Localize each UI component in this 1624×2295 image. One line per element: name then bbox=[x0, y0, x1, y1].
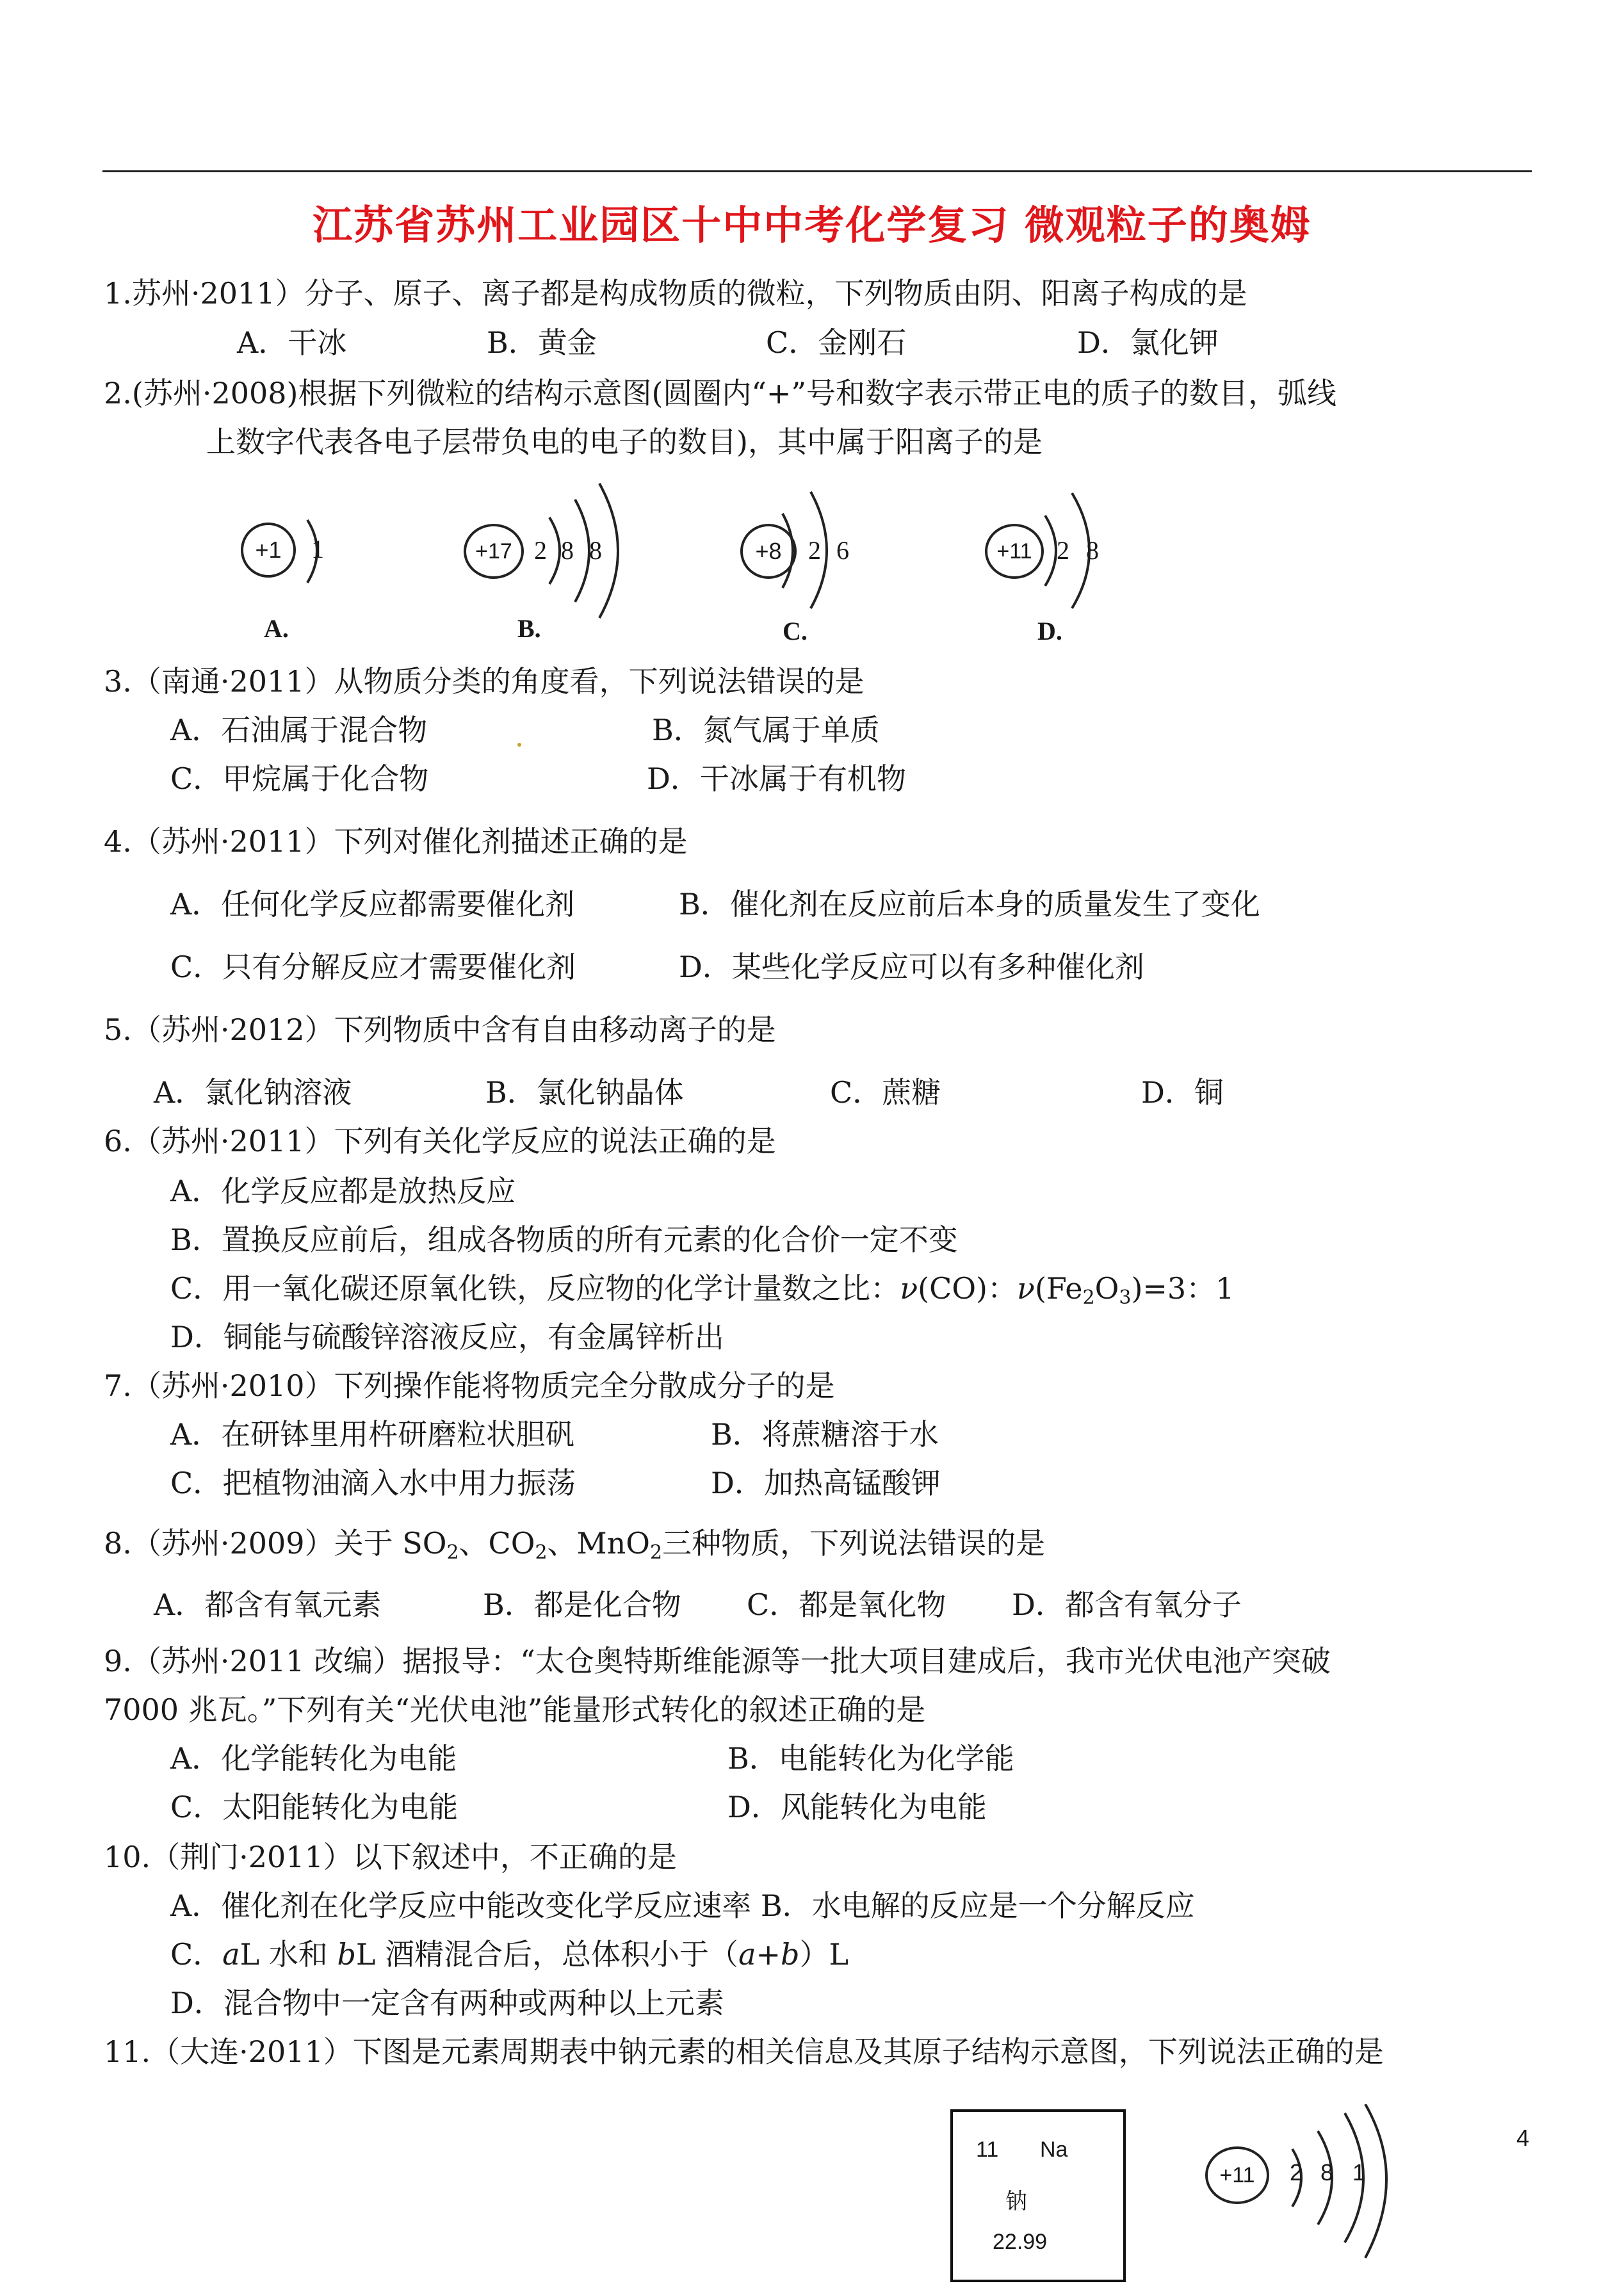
element-atomic-mass: 22.99 bbox=[993, 2230, 1048, 2254]
question-8-option-d: D．都含有氧分子 bbox=[1012, 1587, 1242, 1622]
header-rule bbox=[102, 170, 1532, 172]
atom-c-nucleus: +8 bbox=[740, 524, 797, 579]
atom-b-nucleus: +17 bbox=[464, 524, 524, 579]
question-6-option-d: D．铜能与硫酸锌溶液反应，有金属锌析出 bbox=[170, 1320, 724, 1354]
question-8-option-a: A．都含有氧元素 bbox=[154, 1587, 382, 1622]
question-4-option-c: C．只有分解反应才需要催化剂 bbox=[170, 950, 576, 984]
question-5-option-a: A．氯化钠溶液 bbox=[154, 1075, 352, 1110]
atom-c-label: C. bbox=[783, 617, 808, 645]
atom-d-label: D. bbox=[1037, 617, 1062, 645]
q6c-nu-1: ν bbox=[900, 1271, 918, 1306]
atom-a-shell-1: 1 bbox=[311, 535, 324, 564]
sodium-shell-3: 1 bbox=[1352, 2159, 1366, 2186]
q10c-pre: C． bbox=[170, 1937, 223, 1972]
question-6-option-c bbox=[170, 1269, 1234, 1317]
page-number: 4 bbox=[1516, 2125, 1530, 2151]
question-7-option-b: B．将蔗糖溶于水 bbox=[711, 1417, 939, 1452]
element-atomic-number: 11 bbox=[976, 2137, 999, 2162]
question-8-option-c: C．都是氧化物 bbox=[747, 1587, 946, 1622]
question-7-option-d: D．加热高锰酸钾 bbox=[711, 1466, 941, 1500]
question-7-stem: 7.（苏州·2010）下列操作能将物质完全分散成分子的是 bbox=[104, 1368, 835, 1403]
atom-a-nucleus: +1 bbox=[241, 523, 296, 578]
q6c-sub-2: 2 bbox=[1082, 1286, 1095, 1309]
sodium-shell-2: 8 bbox=[1320, 2159, 1334, 2186]
q10c-t4: ）L bbox=[799, 1937, 849, 1972]
question-6-option-a: A．化学反应都是放热反应 bbox=[170, 1174, 516, 1208]
question-3-stem: 3.（南通·2011）从物质分类的角度看，下列说法错误的是 bbox=[104, 664, 865, 699]
q6c-nu-2: ν bbox=[1016, 1271, 1035, 1306]
q10c-t2: L 酒精混合后，总体积小于（ bbox=[355, 1937, 739, 1972]
q10c-b: b bbox=[337, 1937, 356, 1972]
question-6-option-b: B．置换反应前后，组成各物质的所有元素的化合价一定不变 bbox=[170, 1222, 958, 1257]
question-9-option-a: A．化学能转化为电能 bbox=[170, 1741, 457, 1776]
q6c-ratio: )=3：1 bbox=[1131, 1271, 1235, 1306]
q10c-b2: b bbox=[781, 1937, 800, 1972]
q6c-sub-3: 3 bbox=[1119, 1286, 1132, 1309]
q8-mno: 、MnO bbox=[547, 1526, 650, 1561]
q10c-plus: + bbox=[756, 1937, 781, 1972]
question-2-stem-line1: 2.(苏州·2008)根据下列微粒的结构示意图(圆圈内“+”号和数字表示带正电的质子的数目，弧线 bbox=[104, 376, 1336, 410]
atom-b-shell-3: 8 bbox=[589, 536, 602, 565]
question-4-stem: 4.（苏州·2011）下列对催化剂描述正确的是 bbox=[104, 824, 688, 859]
question-3-option-a: A．石油属于混合物 bbox=[170, 713, 428, 747]
sodium-shell-1: 2 bbox=[1290, 2159, 1303, 2186]
question-9-stem-line1: 9.（苏州·2011 改编）据报导：“太仓奥特斯维能源等一批大项目建成后，我市光伏电池产突破 bbox=[104, 1644, 1331, 1678]
question-4-option-a: A．任何化学反应都需要催化剂 bbox=[170, 887, 575, 921]
question-2-stem-line2: 上数字代表各电子层带负电的电子的数目)，其中属于阳离子的是 bbox=[206, 425, 1043, 459]
q8-sub-1: 2 bbox=[446, 1541, 459, 1564]
question-1-option-a: A．干冰 bbox=[237, 325, 347, 360]
stray-dot bbox=[517, 743, 521, 747]
question-3-option-c: C．甲烷属于化合物 bbox=[170, 761, 429, 796]
question-10-option-d: D．混合物中一定含有两种或两种以上元素 bbox=[170, 1986, 724, 2020]
periodic-table-cell-sodium bbox=[950, 2109, 1126, 2282]
question-7-option-a: A．在研钵里用杵研磨粒状胆矾 bbox=[170, 1417, 575, 1452]
question-9-option-c: C．太阳能转化为电能 bbox=[170, 1790, 459, 1824]
question-9-stem-line2: 7000 兆瓦。”下列有关“光伏电池”能量形式转化的叙述正确的是 bbox=[104, 1692, 926, 1727]
question-7-option-c: C．把植物油滴入水中用力振荡 bbox=[170, 1466, 576, 1500]
question-10-stem: 10.（荆门·2011）以下叙述中，不正确的是 bbox=[104, 1840, 677, 1874]
question-8-stem bbox=[104, 1524, 1045, 1572]
atom-b-shell-1: 2 bbox=[534, 536, 547, 565]
q6c-o: O bbox=[1094, 1271, 1119, 1306]
atom-c-shell-1: 2 bbox=[808, 536, 821, 565]
question-3-option-d: D．干冰属于有机物 bbox=[647, 761, 906, 796]
question-5-option-b: B．氯化钠晶体 bbox=[485, 1075, 684, 1110]
question-6-stem: 6.（苏州·2011）下列有关化学反应的说法正确的是 bbox=[104, 1124, 776, 1158]
question-11-stem: 11.（大连·2011）下图是元素周期表中钠元素的相关信息及其原子结构示意图，下列说法正确的是 bbox=[104, 2034, 1384, 2069]
q10c-a2: a bbox=[738, 1937, 756, 1972]
document-title: 江苏省苏州工业园区十中中考化学复习 微观粒子的奥姆 bbox=[313, 202, 1311, 248]
q6c-co: (CO)： bbox=[918, 1271, 1017, 1306]
question-1-option-d: D．氯化钾 bbox=[1077, 325, 1219, 360]
atom-c-shell-2: 6 bbox=[836, 536, 849, 565]
atom-b-shell-2: 8 bbox=[561, 536, 574, 565]
q8-co: 、CO bbox=[459, 1526, 535, 1561]
question-8-option-b: B．都是化合物 bbox=[483, 1587, 681, 1622]
sodium-atom-nucleus: +11 bbox=[1205, 2146, 1269, 2204]
q6c-text: C．用一氧化碳还原氧化铁，反应物的化学计量数之比： bbox=[170, 1271, 900, 1306]
q8-stem-end: 三种物质，下列说法错误的是 bbox=[662, 1526, 1046, 1561]
element-name: 钠 bbox=[1005, 2189, 1027, 2214]
question-1-option-b: B．黄金 bbox=[487, 325, 597, 360]
q6c-fe: (Fe bbox=[1034, 1271, 1083, 1306]
atom-d-shell-2: 8 bbox=[1086, 536, 1099, 565]
question-1-stem: 1.苏州·2011）分子、原子、离子都是构成物质的微粒，下列物质由阴、阳离子构成的是 bbox=[104, 276, 1247, 311]
question-4-option-b: B．催化剂在反应前后本身的质量发生了变化 bbox=[679, 887, 1260, 921]
question-3-option-b: B．氮气属于单质 bbox=[652, 713, 880, 747]
question-9-option-d: D．风能转化为电能 bbox=[727, 1790, 987, 1824]
atom-d-nucleus: +11 bbox=[985, 524, 1044, 579]
atom-b-label: B. bbox=[517, 614, 541, 643]
question-5-option-c: C．蔗糖 bbox=[830, 1075, 941, 1110]
question-4-option-d: D．某些化学反应可以有多种催化剂 bbox=[679, 950, 1144, 984]
atom-d-shell-1: 2 bbox=[1057, 536, 1069, 565]
q8-sub-2: 2 bbox=[535, 1541, 548, 1564]
question-10-options-ab: A．催化剂在化学反应中能改变化学反应速率 B．水电解的反应是一个分解反应 bbox=[170, 1888, 1195, 1923]
q8-stem-pre: 8.（苏州·2009）关于 SO bbox=[104, 1526, 447, 1561]
question-1-option-c: C．金刚石 bbox=[766, 325, 907, 360]
question-9-option-b: B．电能转化为化学能 bbox=[727, 1741, 1014, 1776]
element-symbol: Na bbox=[1040, 2137, 1068, 2162]
question-5-option-d: D．铜 bbox=[1141, 1075, 1224, 1110]
q10c-t1: L 水和 bbox=[240, 1937, 337, 1972]
question-5-stem: 5.（苏州·2012）下列物质中含有自由移动离子的是 bbox=[104, 1012, 776, 1047]
q8-sub-3: 2 bbox=[650, 1541, 663, 1564]
q10c-a: a bbox=[222, 1937, 240, 1972]
atom-a-label: A. bbox=[264, 614, 289, 643]
question-10-option-c bbox=[170, 1935, 849, 1974]
